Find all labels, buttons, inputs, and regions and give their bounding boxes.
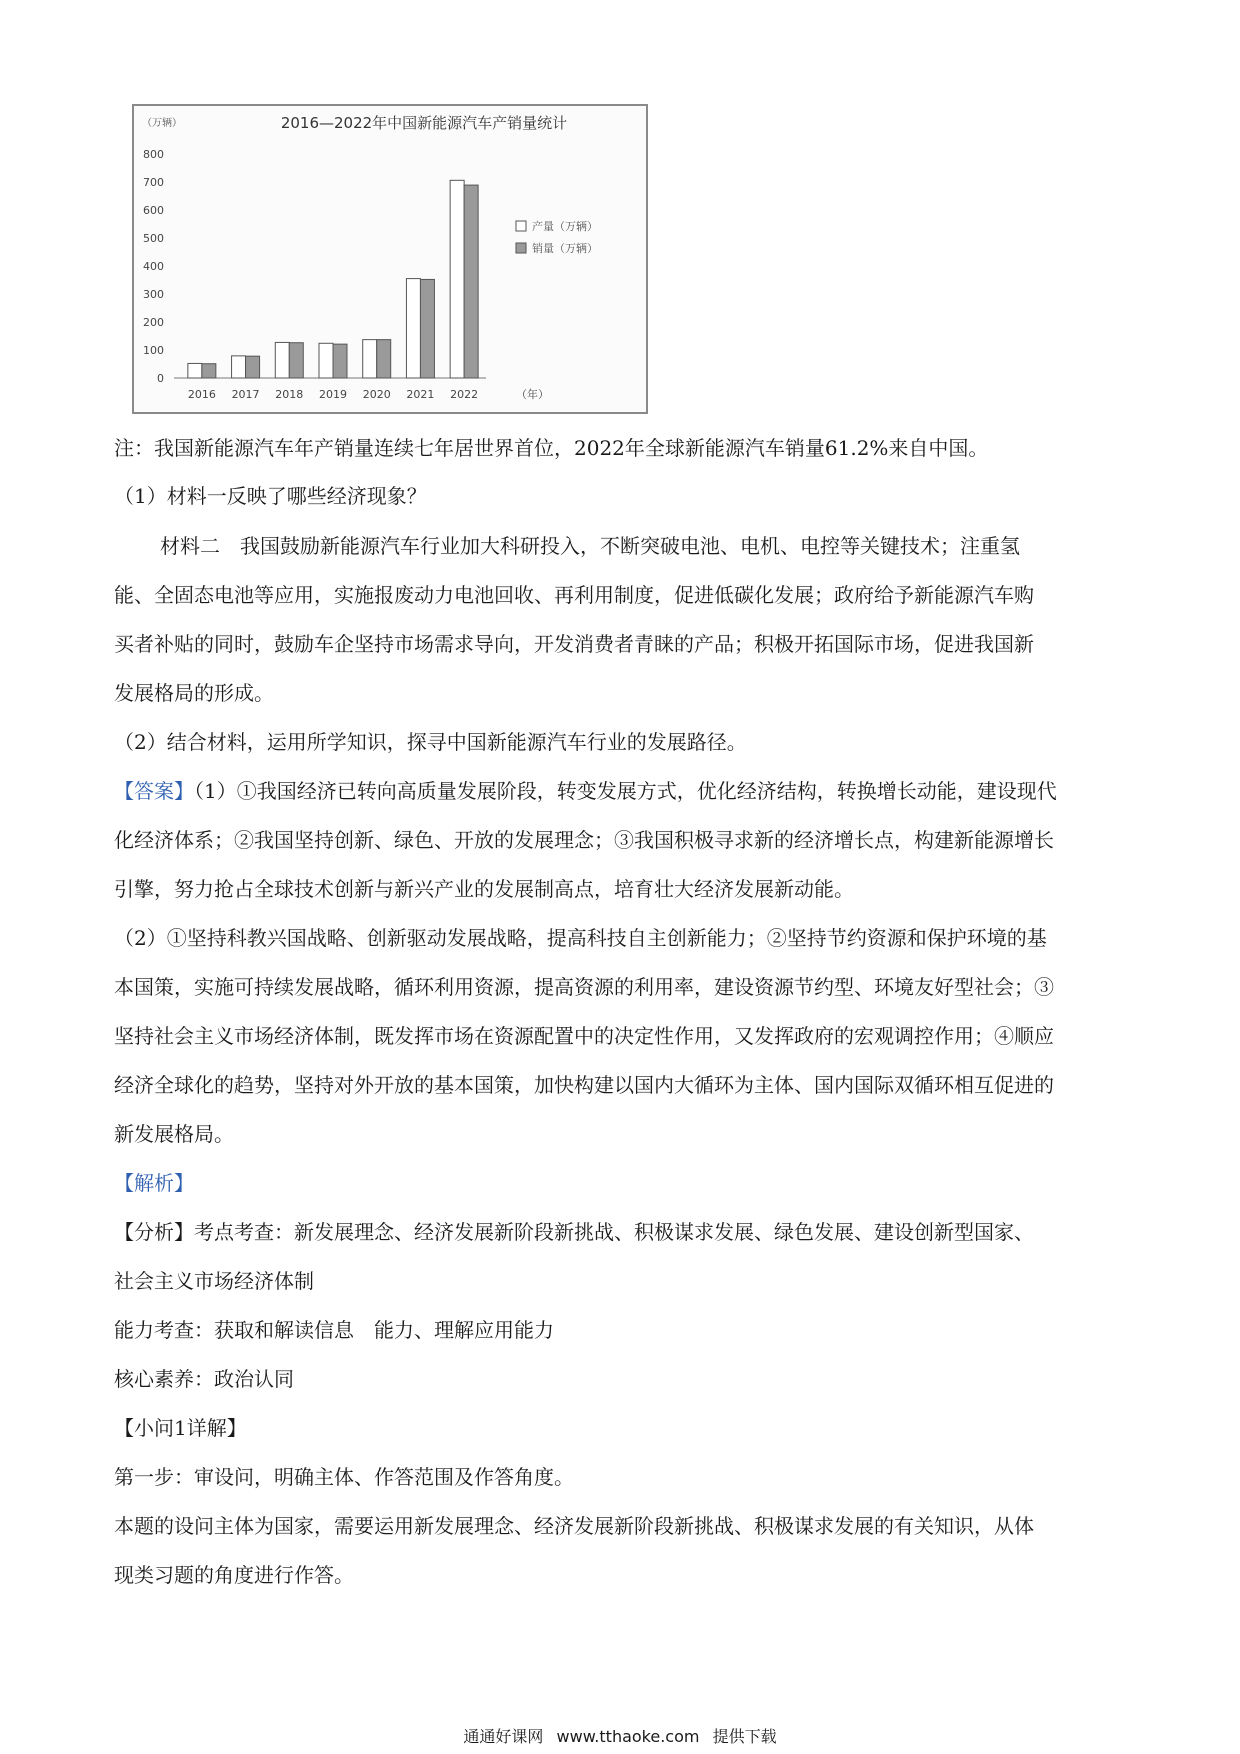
bar-chart — [132, 104, 648, 414]
y-tick-label: 0 — [157, 372, 164, 385]
chart-title: 2016—2022年中国新能源汽车产销量统计 — [280, 114, 568, 132]
bar-sales — [202, 364, 216, 378]
chart-unit-label: （万辆） — [142, 118, 182, 129]
x-tick-label: 2022 — [450, 388, 479, 401]
answer1-line: 化经济体系；②我国坚持创新、绿色、开放的发展理念；③我国积极寻求新的经济增长点，构建新能源增长 — [114, 828, 1054, 852]
y-tick-label: 500 — [143, 232, 164, 245]
x-tick-label: 2021 — [406, 388, 435, 401]
y-tick-label: 600 — [143, 204, 164, 217]
y-tick-label: 400 — [143, 260, 164, 273]
answer2-line: 经济全球化的趋势，坚持对外开放的基本国策，加快构建以国内大循环为主体、国内国际双循环相互促进的 — [114, 1073, 1054, 1097]
y-tick-label: 300 — [143, 288, 164, 301]
y-tick-label: 700 — [143, 176, 164, 189]
legend-label: 销量（万辆） — [532, 242, 598, 255]
analysis-line: 核心素养：政治认同 — [114, 1367, 294, 1391]
x-axis-suffix: （年） — [516, 388, 549, 401]
bar-production — [275, 342, 289, 378]
legend-swatch — [516, 243, 526, 253]
bar-production — [188, 363, 202, 378]
answer2-line: 新发展格局。 — [114, 1122, 234, 1146]
y-tick-label: 200 — [143, 316, 164, 329]
legend-swatch — [516, 221, 526, 231]
analysis-line: 第一步：审设问，明确主体、作答范围及作答角度。 — [114, 1465, 574, 1489]
material2-line: 能、全固态电池等应用，实施报废动力电池回收、再利用制度，促进低碳化发展；政府给予新能源汽车购 — [114, 583, 1034, 607]
bar-sales — [420, 279, 434, 378]
chart-svg — [134, 106, 646, 412]
bar-sales — [464, 185, 478, 378]
question-1: （1）材料一反映了哪些经济现象？ — [114, 484, 427, 508]
answer1-text: （1）①我国经济已转向高质量发展阶段，转变发展方式，优化经济结构，转换增长动能，建设现代 — [194, 779, 1057, 803]
bar-sales — [333, 344, 347, 378]
analysis-line: 【分析】考点考查：新发展理念、经济发展新阶段新挑战、积极谋求发展、绿色发展、建设创新型国家、 — [114, 1220, 1034, 1244]
analysis-line: 社会主义市场经济体制 — [114, 1269, 314, 1293]
bar-production — [363, 340, 377, 378]
x-tick-label: 2016 — [187, 388, 216, 401]
material2-line: 材料二 我国鼓励新能源汽车行业加大科研投入，不断突破电池、电机、电控等关键技术；注重氢 — [160, 534, 1020, 558]
bar-sales — [289, 343, 303, 378]
answer2-line: 坚持社会主义市场经济体制，既发挥市场在资源配置中的决定性作用，又发挥政府的宏观调控作用；④顺应 — [114, 1024, 1054, 1048]
answer1-line: 引擎，努力抢占全球技术创新与新兴产业的发展制高点，培育壮大经济发展新动能。 — [114, 877, 854, 901]
footer-url[interactable]: www.tthaoke.com — [556, 1727, 700, 1746]
bar-production — [232, 356, 246, 378]
bar-sales — [246, 356, 260, 378]
analysis-line: 能力考查：获取和解读信息 能力、理解应用能力 — [114, 1318, 554, 1342]
answer1-line-0 — [114, 776, 1134, 806]
x-tick-label: 2019 — [319, 388, 347, 401]
bar-production — [319, 343, 333, 378]
question-2: （2）结合材料，运用所学知识，探寻中国新能源汽车行业的发展路径。 — [114, 730, 747, 754]
legend-label: 产量（万辆） — [532, 220, 598, 233]
page-footer — [0, 1724, 1240, 1747]
y-tick-label: 100 — [143, 344, 164, 357]
bar-production — [450, 180, 464, 378]
analysis-tag: 【解析】 — [114, 1171, 194, 1195]
answer2-line: （2）①坚持科教兴国战略、创新驱动发展战略，提高科技自主创新能力；②坚持节约资源和保护环境的基 — [114, 926, 1047, 950]
footer-site-name: 通通好课网 — [463, 1727, 544, 1746]
y-tick-label: 800 — [143, 148, 164, 161]
material2-line: 买者补贴的同时，鼓励车企坚持市场需求导向，开发消费者青睐的产品；积极开拓国际市场，促进我国新 — [114, 632, 1034, 656]
footer-suffix: 提供下载 — [712, 1727, 777, 1746]
bar-production — [406, 279, 420, 378]
bar-sales — [377, 340, 391, 378]
answer-tag: 【答案】 — [114, 779, 194, 803]
material2-line: 发展格局的形成。 — [114, 681, 274, 705]
answer2-line: 本国策，实施可持续发展战略，循环利用资源，提高资源的利用率，建设资源节约型、环境友好型社会；③ — [114, 975, 1054, 999]
x-tick-label: 2018 — [275, 388, 304, 401]
chart-note: 注：我国新能源汽车年产销量连续七年居世界首位，2022年全球新能源汽车销量61.2%来自中国。 — [114, 436, 989, 460]
x-tick-label: 2020 — [362, 388, 391, 401]
analysis-line: 本题的设问主体为国家，需要运用新发展理念、经济发展新阶段新挑战、积极谋求发展的有关知识，从体 — [114, 1514, 1034, 1538]
analysis-line: 现类习题的角度进行作答。 — [114, 1563, 354, 1587]
analysis-line: 【小问1详解】 — [114, 1416, 247, 1440]
x-tick-label: 2017 — [231, 388, 260, 401]
